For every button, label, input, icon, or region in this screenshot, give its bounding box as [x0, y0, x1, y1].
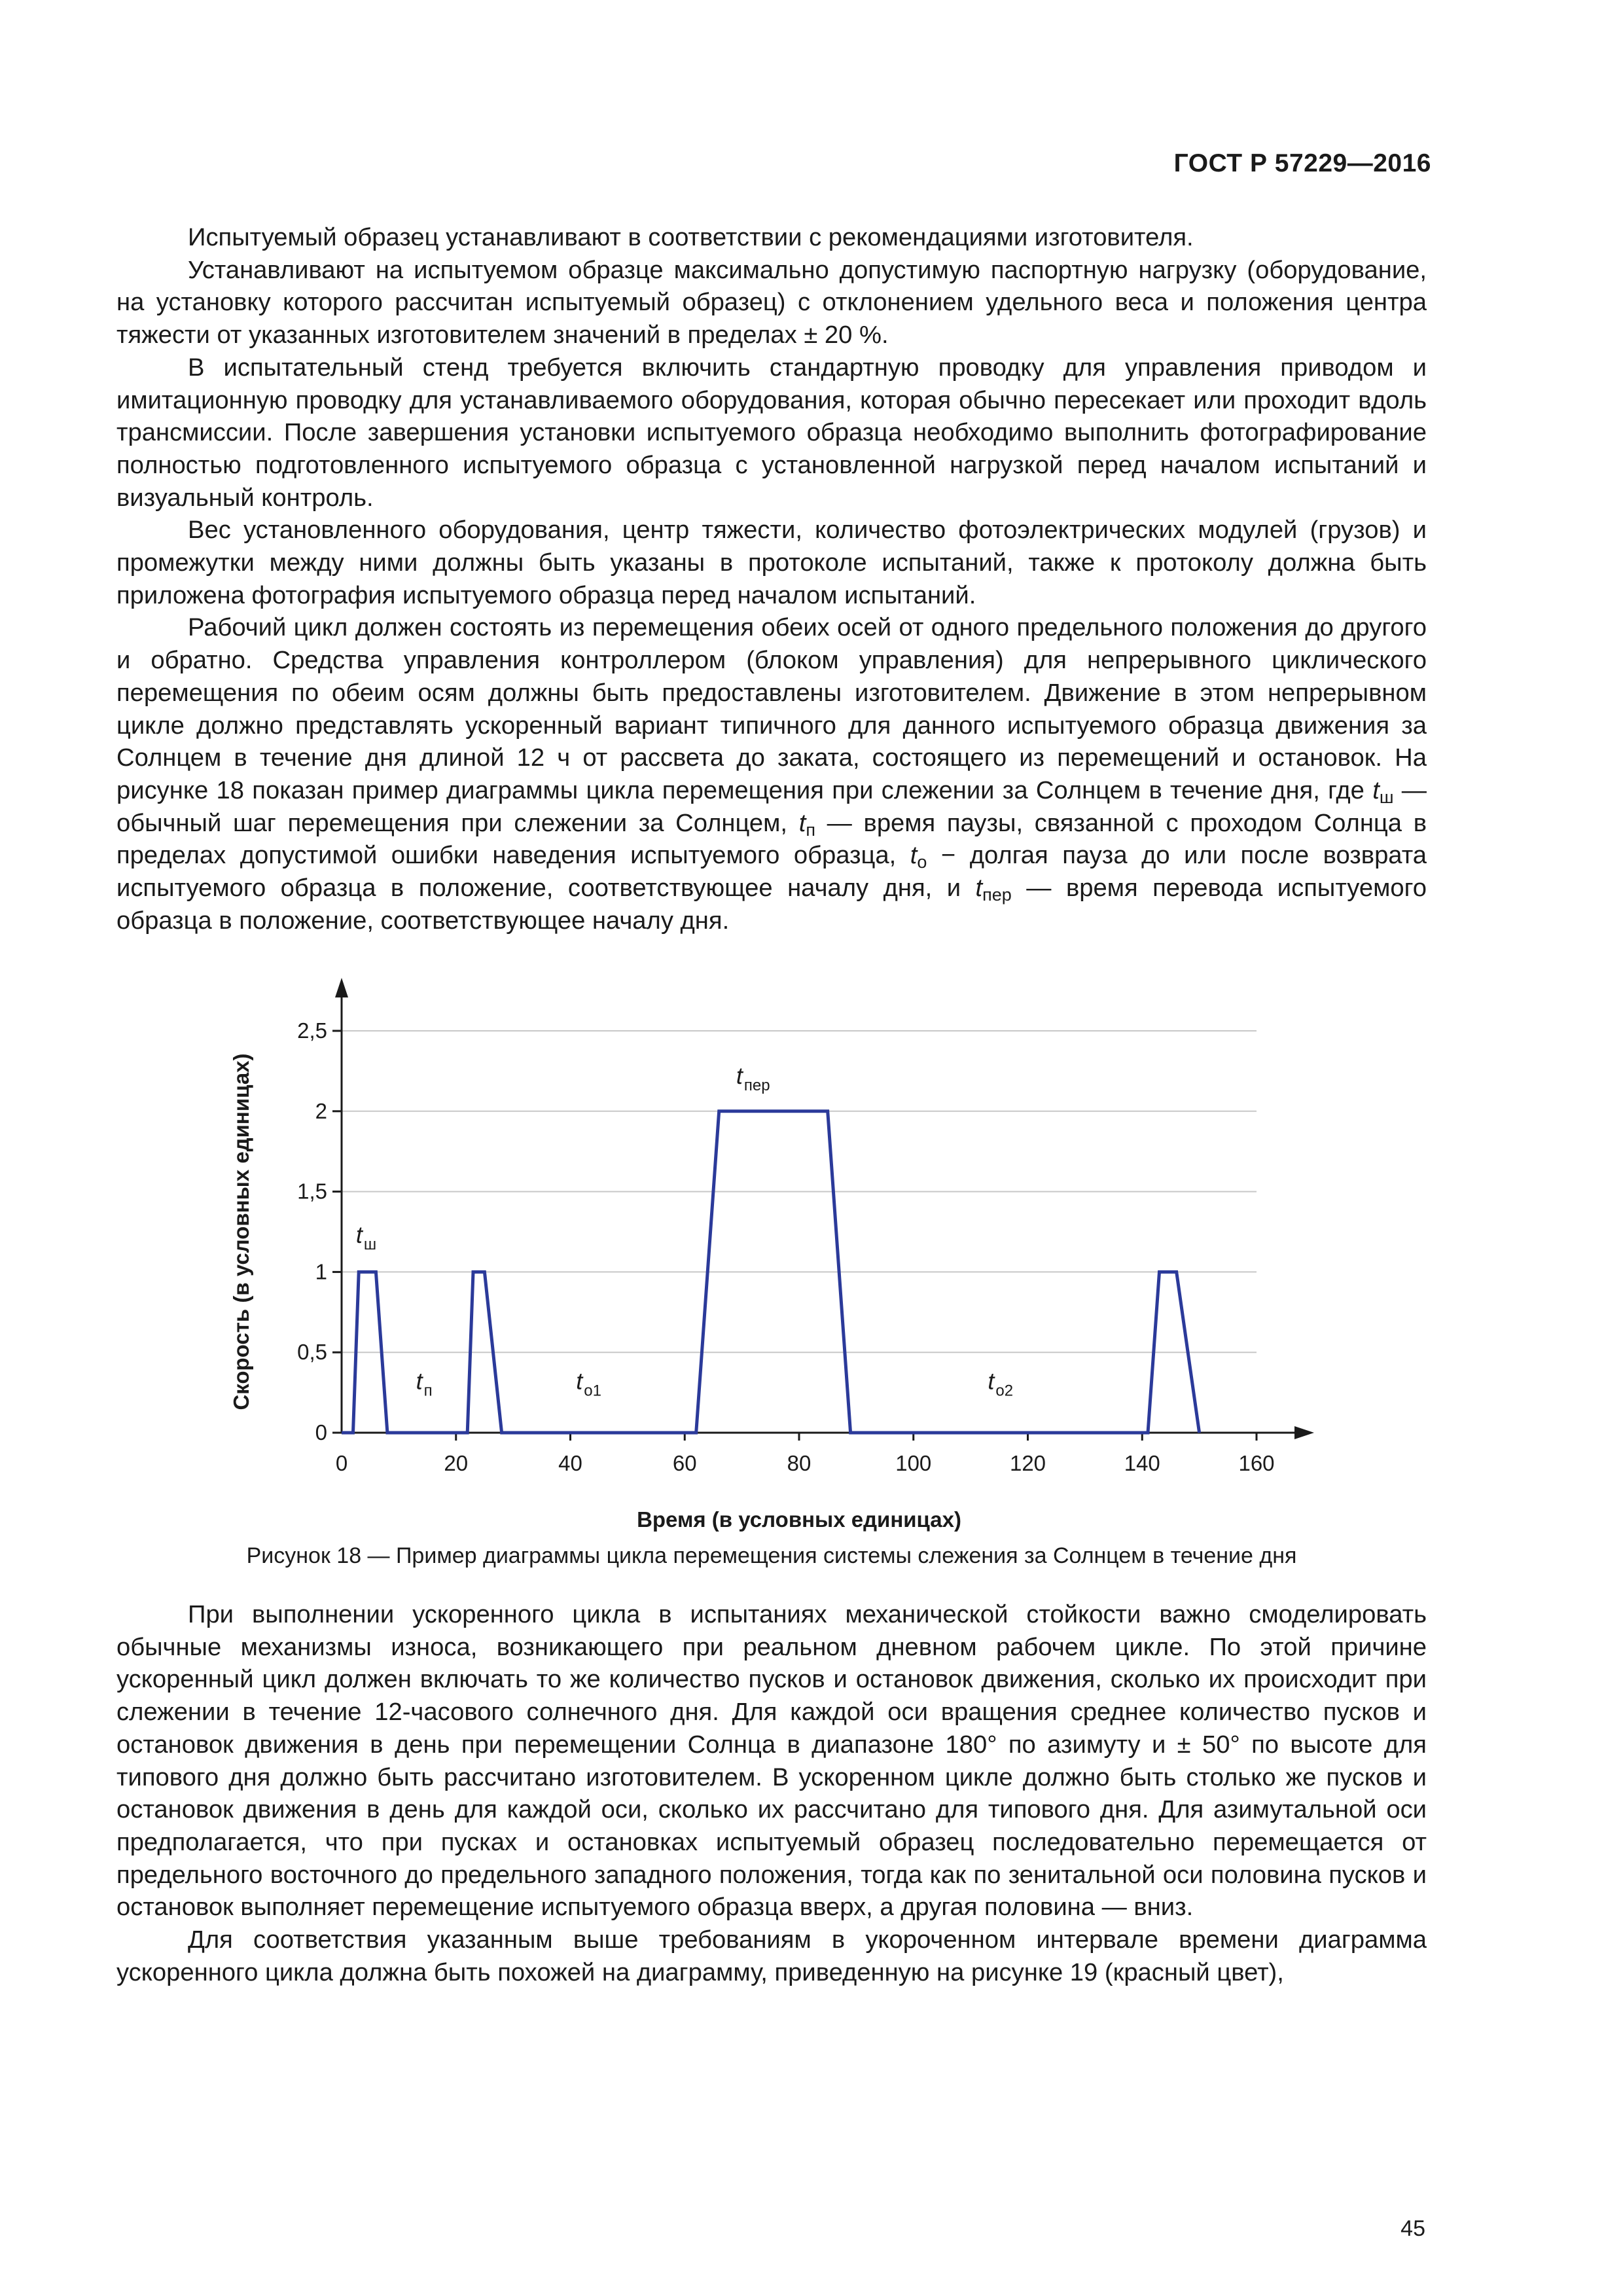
text-run: — время перевода испытуемого образца в положение, соответствующее началу дня.: [116, 874, 1427, 935]
x-tick-label: 100: [895, 1451, 932, 1475]
text-run: Рабочий цикл должен состоять из перемещения обеих осей от одного предельного положения до другого и обратно. Средства управления контроллером (блоком управления) для непрерывного циклического перемещения по обеим осям должны быть предоставлены изготовителем. Движение в этом непрерывном цикле должно представлять ускоренный вариант типичного для данного испытуемого образца движения за Солнцем в течение дня длиной 12 ч от рассвета до заката, состоящего из перемещений и остановок. На рисунке 18 показан пример диаграммы цикла перемещения при слежении за Солнцем в течение дня, где: [116, 613, 1427, 804]
body-text-top: [116, 221, 1427, 937]
y-tick-label: 2: [315, 1098, 327, 1123]
time-symbol: $t_ш$: [1372, 776, 1394, 807]
paragraph: [116, 611, 1427, 937]
figure-caption: Рисунок 18 — Пример диаграммы цикла перемещения системы слежения за Солнцем в течение дня: [246, 1543, 1297, 1568]
annotation-label: $t_{пер}$: [736, 1062, 770, 1095]
time-symbol: $t_п$: [798, 808, 815, 840]
paragraph: [116, 514, 1427, 611]
x-tick-label: 120: [1009, 1451, 1046, 1475]
x-axis-arrow: [1294, 1426, 1314, 1439]
y-tick-label: 2,5: [297, 1018, 327, 1043]
y-tick-label: 1: [315, 1259, 327, 1284]
y-tick-label: 0: [315, 1420, 327, 1444]
text-run: При выполнении ускоренного цикла в испытаниях механической стойкости важно смоделировать обычные механизмы износа, возникающего при реальном дневном рабочем цикле. По этой причине ускоренный цикл должен включать то же количество пусков и остановок движения, сколько их происходит при слежении в течение 12-часового солнечного дня. Для каждой оси вращения среднее количество пусков и остановок движения в день при перемещении Солнца в диапазоне 180° по азимуту и ± 50° по высоте для типового дня должно быть рассчитано изготовителем. В ускоренном цикле должно быть столько же пусков и остановок движения в день для каждой оси, сколько их рассчитано для типового дня. Для азимутальной оси предполагается, что при пусках и остановках испытуемый образец последовательно перемещается от предельного восточного до предельного западного положения, тогда как по зенитальной оси половина пусков и остановок выполняет перемещение испытуемого образца вверх, а другая половина — вниз.: [116, 1600, 1427, 1922]
paragraph: [116, 254, 1427, 351]
annotation-label: $t_{о1}$: [576, 1367, 601, 1400]
annotation-label: $t_{о2}$: [988, 1367, 1014, 1400]
text-run: Вес установленного оборудования, центр тяжести, количество фотоэлектрических модулей (грузов) и промежутки между ними должны быть указаны в протоколе испытаний, также к протоколу должна быть приложена фотография испытуемого образца перед началом испытаний.: [116, 516, 1427, 609]
time-symbol: $t_о$: [910, 841, 927, 872]
y-axis-arrow: [335, 978, 348, 997]
text-run: — время паузы, связанной с проходом Солнца в пределах допустимой ошибки наведения испытуемого образца,: [116, 808, 1427, 870]
y-tick-label: 1,5: [297, 1179, 327, 1204]
page-number: 45: [1400, 2216, 1425, 2241]
paragraph: [116, 221, 1427, 254]
text-run: В испытательный стенд требуется включить стандартную проводку для управления приводом и имитационную проводку для устанавливаемого оборудования, которая обычно пересекает или проходит вдоль трансмиссии. После завершения установки испытуемого образца необходимо выполнить фотографирование полностью подготовленного испытуемого образца с установленной нагрузкой перед началом испытаний и визуальный контроль.: [116, 353, 1427, 512]
x-tick-label: 40: [558, 1451, 582, 1475]
annotation-label: $t_ш$: [355, 1221, 377, 1254]
time-symbol: $t_{пер}$: [975, 874, 1012, 905]
x-tick-label: 140: [1124, 1451, 1160, 1475]
x-tick-label: 20: [444, 1451, 469, 1475]
paragraph: [116, 351, 1427, 514]
x-axis-label: Время (в условных единицах): [637, 1507, 961, 1532]
paragraph: [116, 1598, 1427, 1924]
x-tick-label: 80: [787, 1451, 812, 1475]
x-tick-label: 0: [335, 1451, 348, 1475]
text-run: Устанавливают на испытуемом образце максимально допустимую паспортную нагрузку (оборудование, на установку которого рассчитан испытуемый образец) с отклонением удельного веса и положения центра тяжести от указанных изготовителем значений в пределах ± 20 %.: [116, 255, 1427, 350]
y-axis-label: Скорость (в условных единицах): [229, 1053, 253, 1410]
text-run: Испытуемый образец устанавливают в соответствии с рекомендациями изготовителя.: [188, 223, 1194, 251]
figure-18: [223, 974, 1322, 1537]
annotation-label: $t_п$: [416, 1367, 433, 1400]
paragraph: [116, 1924, 1427, 1988]
speed-cycle-chart: [223, 974, 1322, 1537]
document-header: ГОСТ Р 57229—2016: [1173, 149, 1431, 177]
y-tick-label: 0,5: [297, 1340, 327, 1365]
text-run: — обычный шаг перемещения при слежении за Солнцем,: [116, 776, 1427, 837]
x-tick-label: 60: [672, 1451, 697, 1475]
text-run: − долгая пауза до или после возврата испытуемого образца в положение, соответствующее началу дня, и: [116, 841, 1427, 903]
body-text-bottom: [116, 1598, 1427, 1988]
text-run: Для соответствия указанным выше требованиям в укороченном интервале времени диаграмма ускоренного цикла должна быть похожей на диаграмму, приведенную на рисунке 19 (красный цвет),: [116, 1926, 1427, 1986]
x-tick-label: 160: [1238, 1451, 1275, 1475]
